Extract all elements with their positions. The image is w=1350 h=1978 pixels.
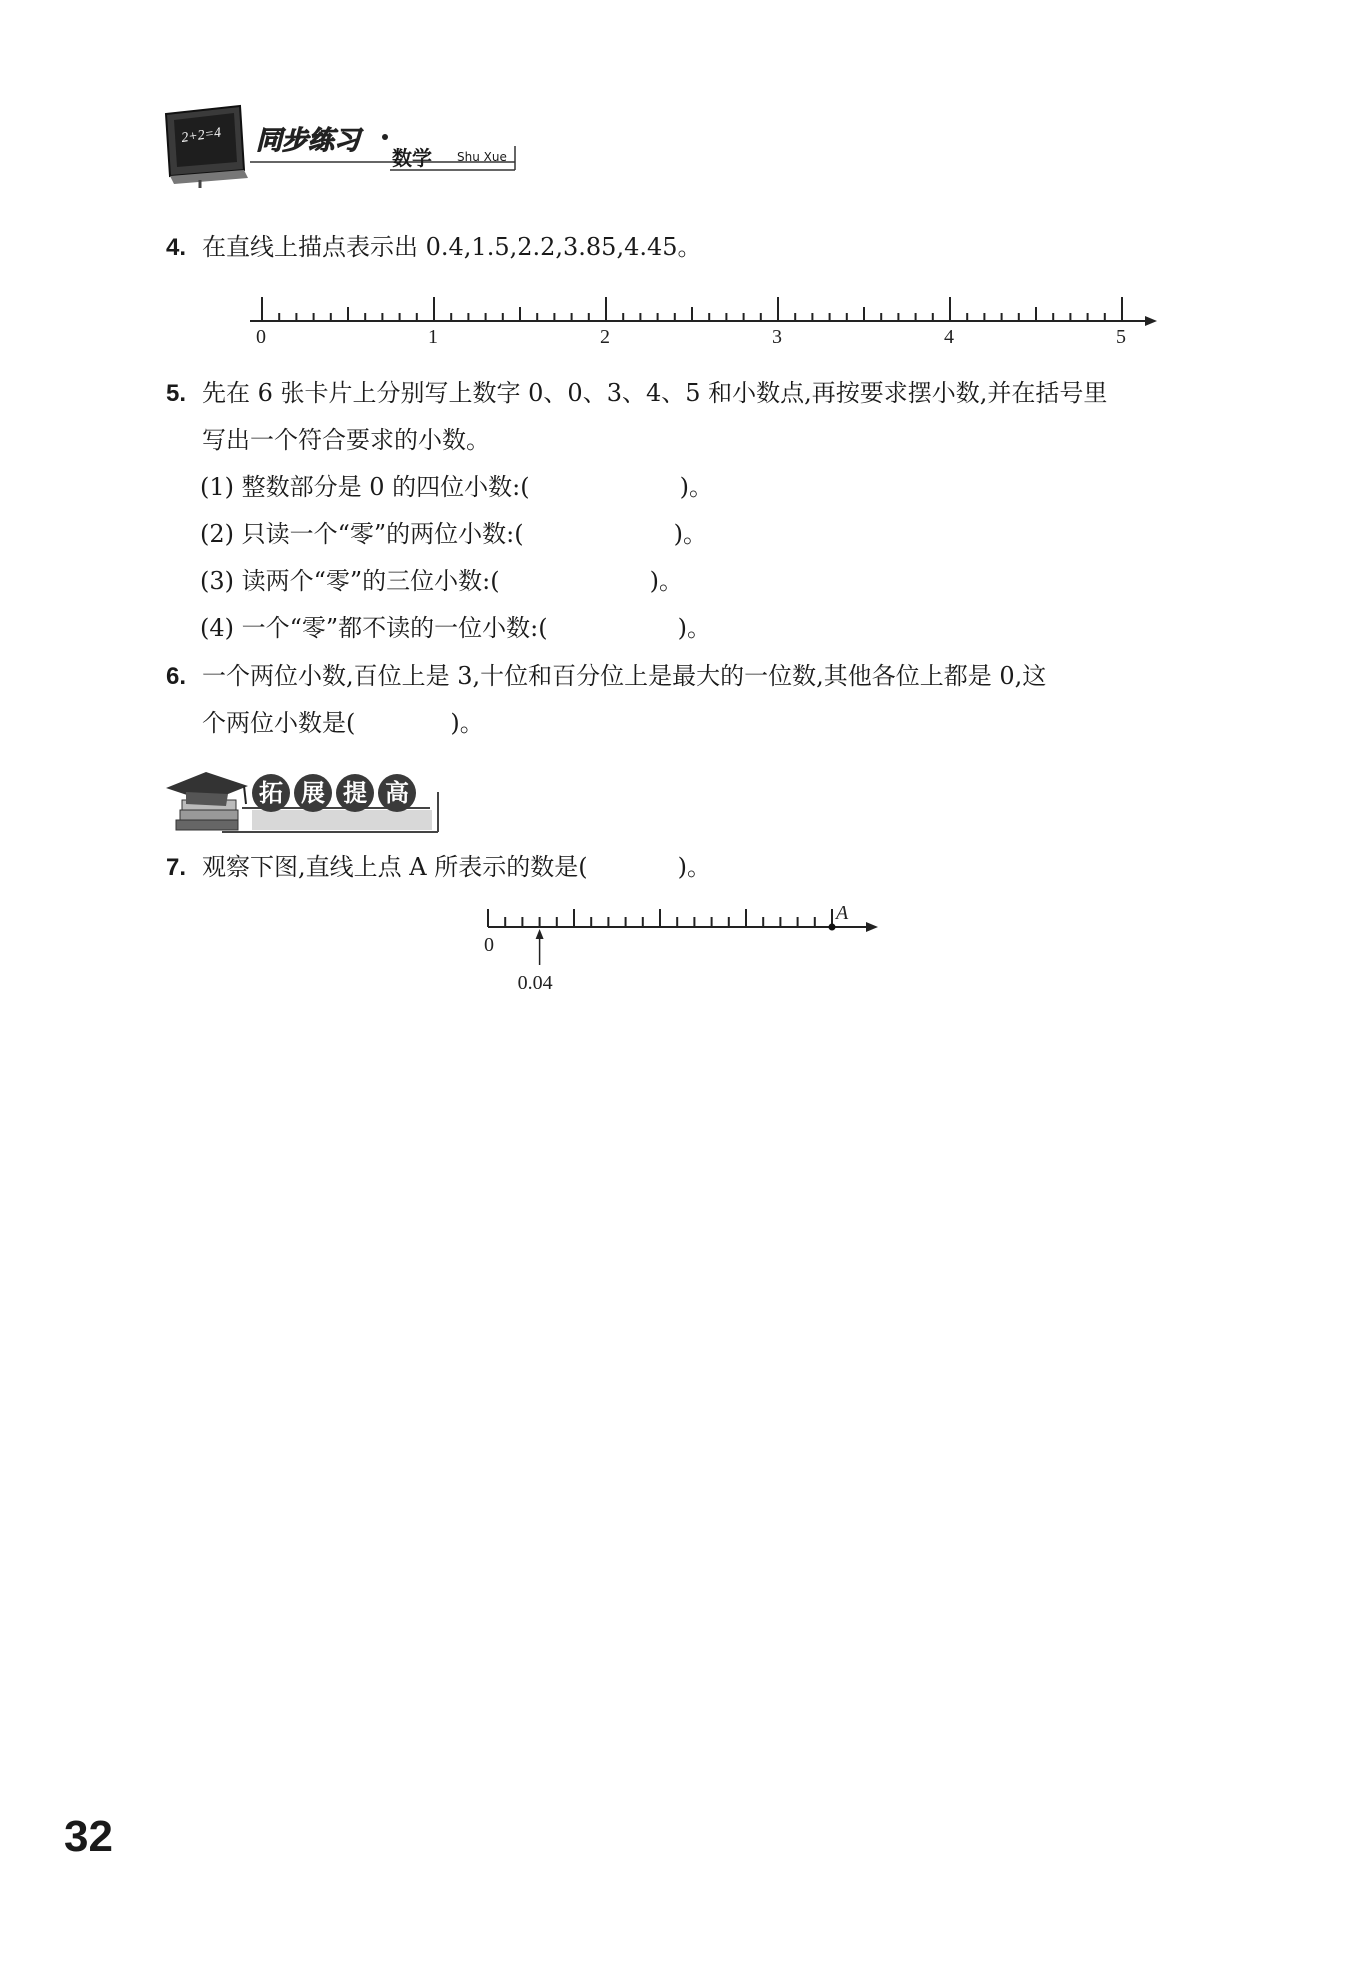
tick-label: 0 xyxy=(256,326,266,345)
question-6-line2: 个两位小数是( )。 xyxy=(202,709,484,737)
section-char: 拓 xyxy=(252,774,290,812)
q5-item-2 xyxy=(200,519,707,549)
item-close: )。 xyxy=(649,567,683,595)
question-number: 7. xyxy=(166,854,187,881)
question-text: 在直线上描点表示出 0.4,1.5,2.2,3.85,4.45。 xyxy=(202,233,702,261)
section-banner xyxy=(162,758,452,838)
item-close: )。 xyxy=(673,520,707,548)
section-char: 提 xyxy=(336,774,374,812)
header-subject-pinyin: Shu Xue xyxy=(457,150,507,164)
point-a xyxy=(829,924,836,931)
item-label: (2) 只读一个“零”的两位小数:( xyxy=(200,520,524,548)
question-7: 7. 观察下图,直线上点 A 所表示的数是( )。 xyxy=(166,853,711,881)
tick-label: 4 xyxy=(944,326,954,345)
pointer-label: 0.04 xyxy=(517,972,553,994)
question-4 xyxy=(166,232,702,263)
header-banner xyxy=(160,100,520,190)
zero-label: 0 xyxy=(484,934,494,956)
item-label: (3) 读两个“零”的三位小数:( xyxy=(200,567,500,595)
tick-label: 1 xyxy=(428,326,438,345)
axis-arrow xyxy=(1145,316,1157,326)
section-char: 展 xyxy=(294,774,332,812)
item-label: (4) 一个“零”都不读的一位小数:( xyxy=(200,614,548,642)
pointer-arrow-head xyxy=(536,929,544,939)
tick-label: 2 xyxy=(600,326,610,345)
question-6 xyxy=(166,661,1046,692)
header-subject: 数学 xyxy=(392,146,432,170)
q5-item-4 xyxy=(200,613,711,643)
board-text: 2+2=4 xyxy=(180,125,223,146)
tick-label: 3 xyxy=(772,326,782,345)
point-a-label: A xyxy=(836,902,849,924)
question-number: 5. xyxy=(166,380,187,407)
q5-item-3 xyxy=(200,566,683,596)
question-number: 4. xyxy=(166,234,187,261)
item-close: )。 xyxy=(679,473,713,501)
number-line-q7 xyxy=(470,895,890,1005)
question-5 xyxy=(166,378,1107,409)
question-text: 先在 6 张卡片上分别写上数字 0、0、3、4、5 和小数点,再按要求摆小数,并在括号里 xyxy=(202,379,1108,407)
question-5-line2: 写出一个符合要求的小数。 xyxy=(202,426,490,454)
question-number: 6. xyxy=(166,663,187,690)
section-char: 高 xyxy=(378,774,416,812)
tick-label: 5 xyxy=(1116,326,1126,345)
axis-arrow xyxy=(866,922,878,932)
q5-item-1 xyxy=(200,472,713,502)
item-label: (1) 整数部分是 0 的四位小数:( xyxy=(200,473,530,501)
header-title: 同步练习 xyxy=(256,126,361,156)
section-title xyxy=(252,774,416,812)
number-line-q4 xyxy=(240,285,1160,345)
question-text: 一个两位小数,百位上是 3,十位和百分位上是最大的一位数,其他各位上都是 0,这 xyxy=(202,662,1047,690)
page-number: 32 xyxy=(64,1812,113,1861)
item-close: )。 xyxy=(677,614,711,642)
